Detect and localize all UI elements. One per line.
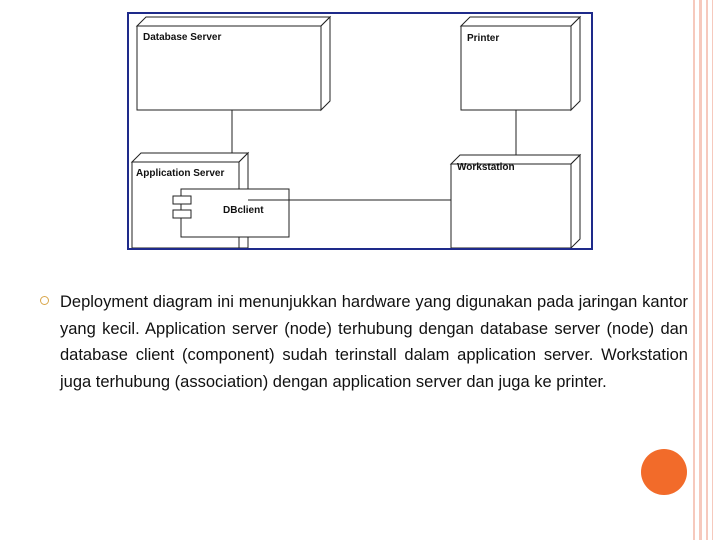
bullet-item [40, 289, 690, 395]
node-label-database-server: Database Server [143, 32, 222, 43]
decor-stripe [699, 0, 702, 540]
node-database-server [137, 17, 330, 110]
decor-stripe [712, 0, 713, 540]
bullet-text: Deployment diagram ini menunjukkan hardware yang digunakan pada jaringan kantor yang kecil. Application server (node) terhubung dengan database server (node) dan database client (component) sudah terinstall dalam application server. Workstation juga terhubung (association) dengan application server dan juga ke printer. [60, 293, 688, 391]
node-printer [461, 17, 580, 110]
decor-circle [641, 449, 687, 495]
component-label-dbclient: DBclient [223, 205, 264, 216]
bullet-list [40, 289, 690, 395]
bullet-marker-icon [40, 296, 49, 305]
node-label-printer: Printer [467, 33, 500, 44]
node-label-application-server: Application Server [136, 168, 225, 179]
deployment-diagram-canvas [129, 14, 591, 248]
decor-stripe [706, 0, 708, 540]
component-dbclient [173, 189, 289, 237]
deployment-diagram [127, 12, 593, 250]
node-label-workstation: Workstation [457, 162, 515, 173]
decor-stripe [693, 0, 695, 540]
node-workstation [451, 155, 580, 248]
